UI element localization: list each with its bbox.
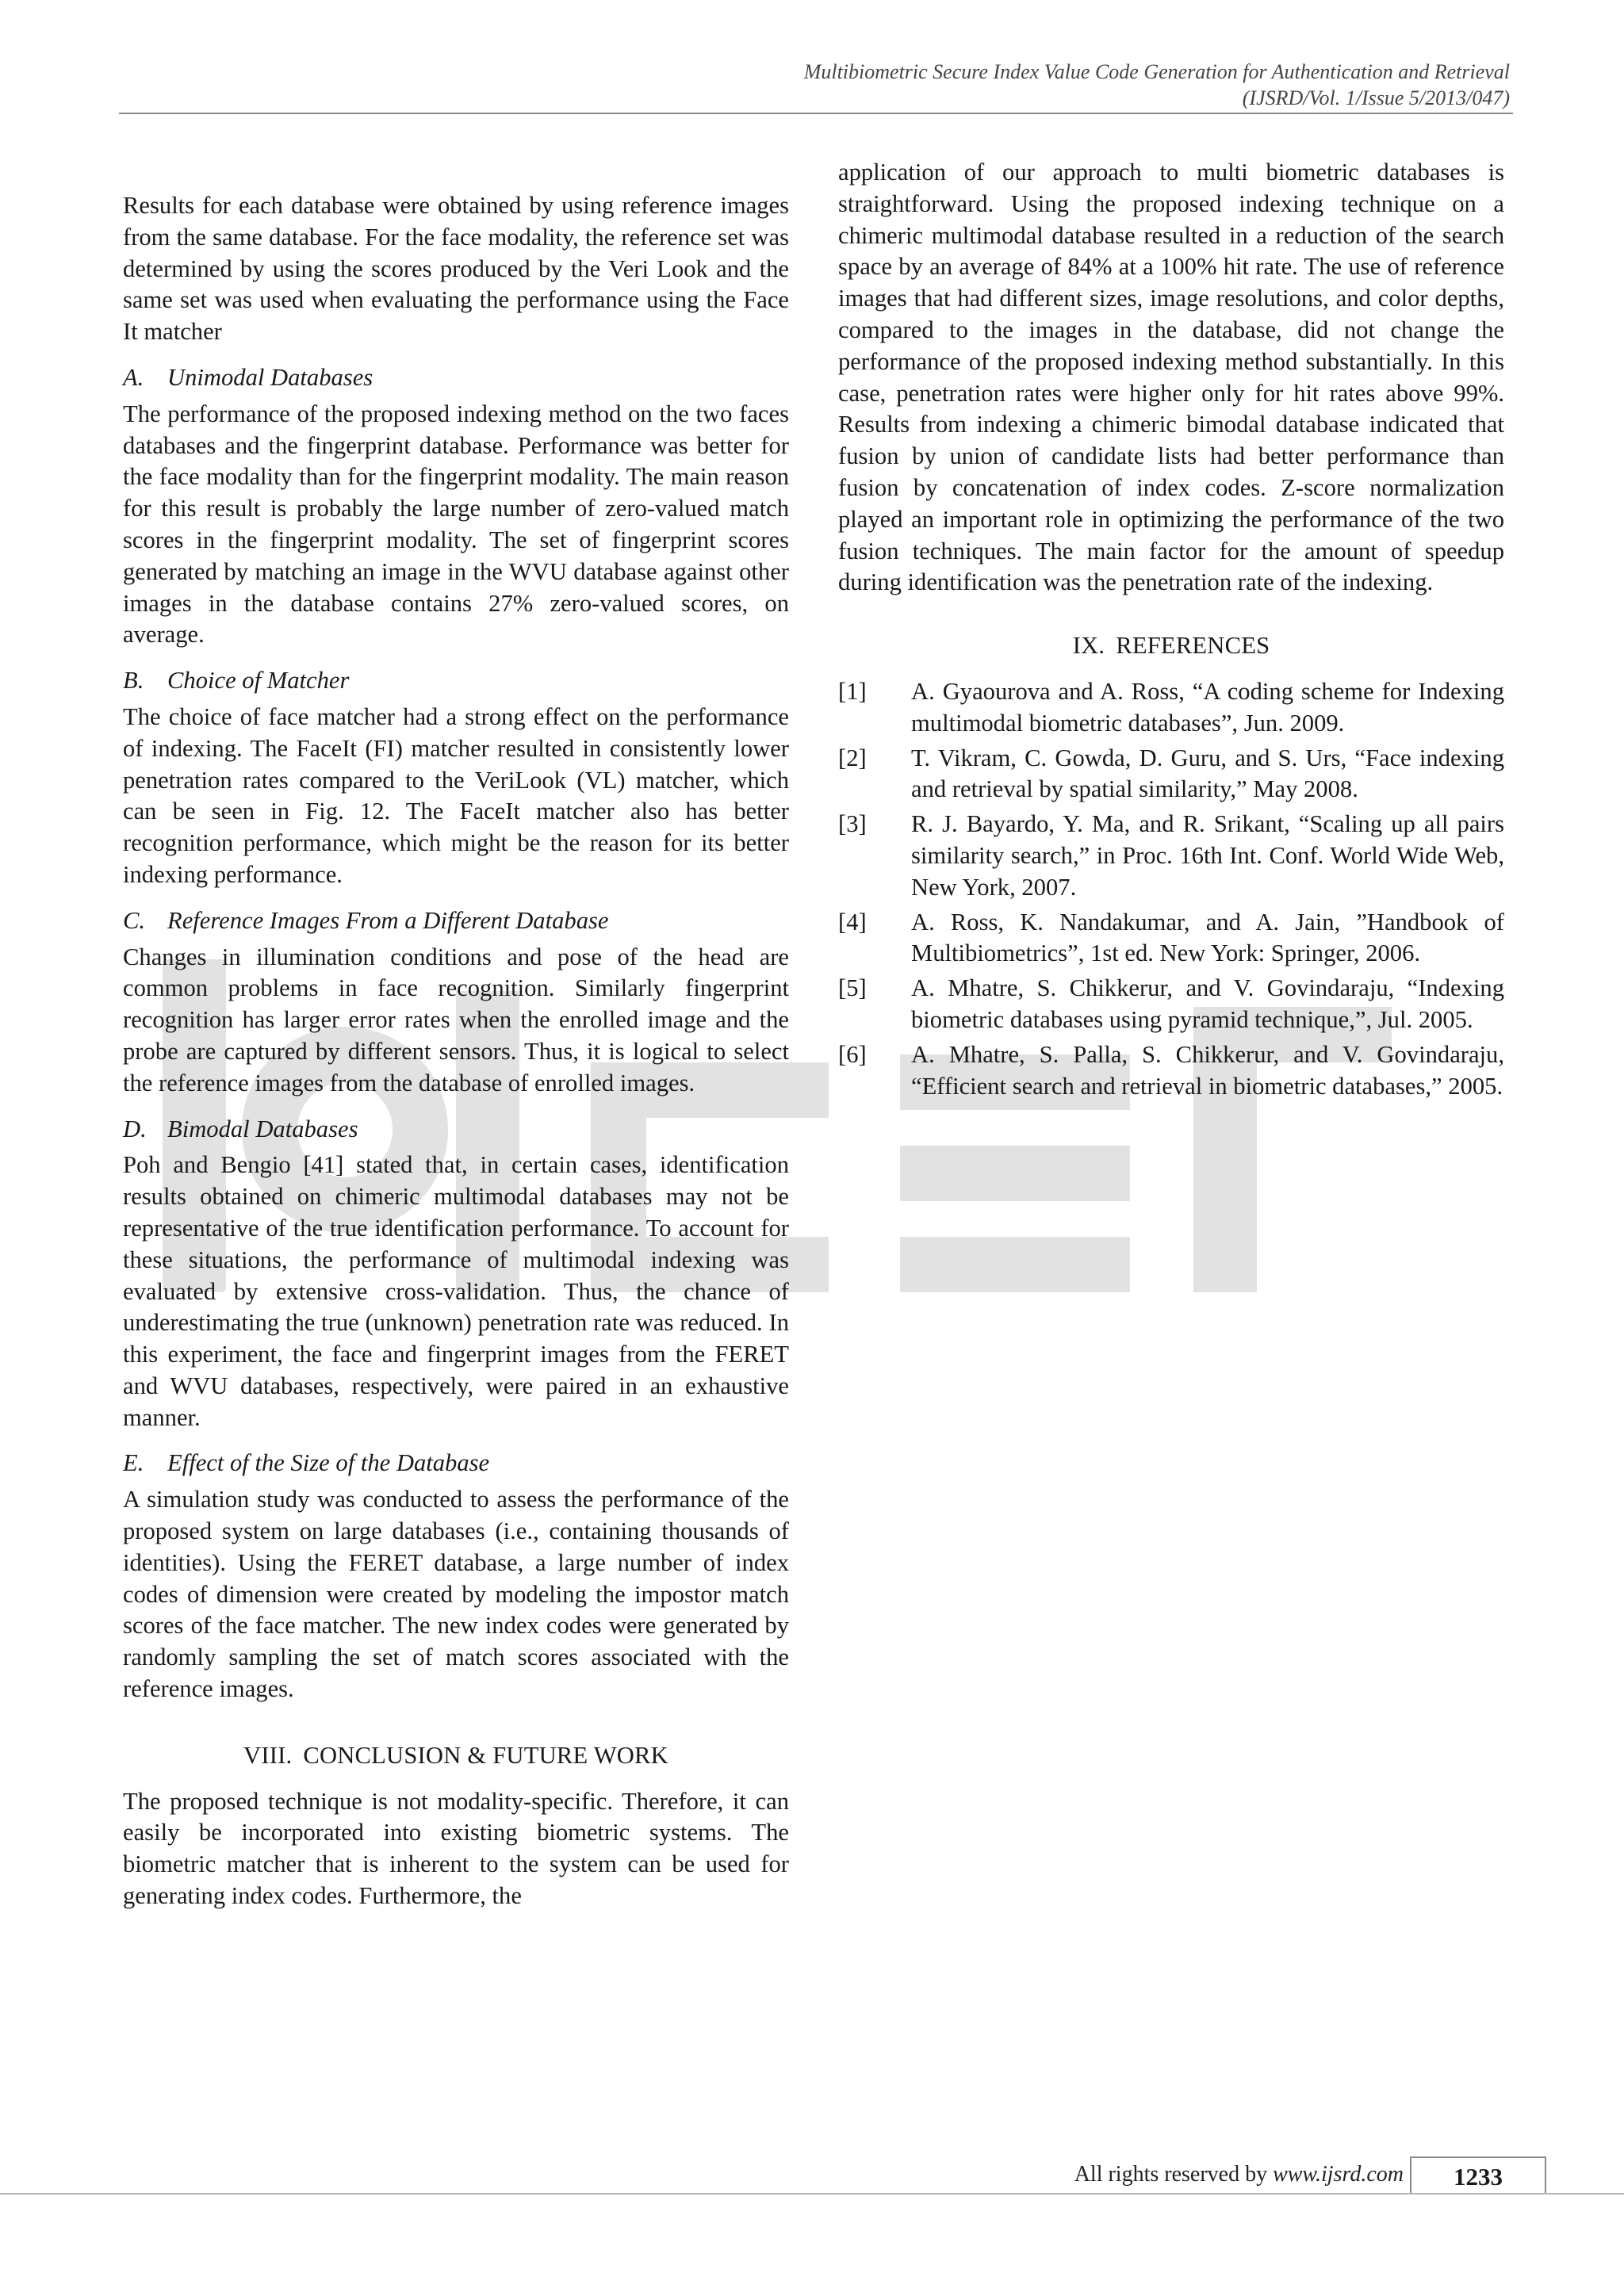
subsection-c-heading: C. Reference Images From a Different Database: [123, 906, 609, 934]
subsection-a-heading: A. Unimodal Databases: [123, 363, 373, 391]
reference-item: [2] T. Vikram, C. Gowda, D. Guru, and S. Urs, “Face indexing and retrieval by spatial similarity,” May 2008.: [838, 744, 1504, 803]
reference-item: [3] R. J. Bayardo, Y. Ma, and R. Srikant, “Scaling up all pairs similarity search,” in Proc. 16th Int. Conf. World Wide Web, New York, 2007.: [838, 810, 1504, 901]
reference-item: [6] A. Mhatre, S. Palla, S. Chikkerur, and V. Govindaraju, “Efficient search and retrieval in biometric databases,” 2005.: [838, 1040, 1504, 1100]
subsection-e-text: A simulation study was conducted to assess the performance of the proposed system on large databases (i.e., containing thousands of identities). Using the FERET database, a large number of index codes of dimension were created by modeling the impostor match scores of the face matcher. The new index codes were generated by randomly sampling the set of match scores associated with the reference images.: [123, 1486, 789, 1703]
subsection-d-heading: D. Bimodal Databases: [123, 1115, 358, 1142]
page-number: 1233: [1410, 2156, 1546, 2195]
subsection-b-heading: B. Choice of Matcher: [123, 667, 350, 695]
reference-list: [838, 676, 1504, 1102]
right-column: [838, 157, 1504, 1105]
references-heading: IX. REFERENCES: [1072, 632, 1270, 660]
conclusion-heading: VIII. CONCLUSION & FUTURE WORK: [243, 1741, 668, 1769]
intro-paragraph: Results for each database were obtained by using reference images from the same database. For the face modality, the reference set was determined by using the scores produced by the Veri Look and the same set was used when evaluating the performance using the Face It matcher: [123, 192, 789, 346]
conclusion-text: The proposed technique is not modality-specific. Therefore, it can easily be incorporated into existing biometric systems. The biometric matcher that is inherent to the system can be used for generating index codes. Furthermore, the: [123, 1787, 789, 1910]
left-column: [123, 190, 789, 1927]
running-header: [320, 59, 1510, 111]
subsection-c-text: Changes in illumination conditions and pose of the head are common problems in face recognition. Similarly fingerprint recognition has larger error rates when the enrolled image and the probe are captured by different sensors. Thus, it is logical to select the reference images from the database of enrolled images.: [123, 943, 789, 1096]
reference-item: [4] A. Ross, K. Nandakumar, and A. Jain, ”Handbook of Multibiometrics”, 1st ed. New York: Springer, 2006.: [838, 908, 1504, 967]
header-rule: [119, 113, 1513, 114]
reference-item: [5] A. Mhatre, S. Chikkerur, and V. Govindaraju, “Indexing biometric databases using pyramid technique,”, Jul. 2005.: [838, 974, 1504, 1033]
reference-item: [1] A. Gyaourova and A. Ross, “A coding scheme for Indexing multimodal biometric databases”, Jun. 2009.: [838, 677, 1504, 737]
subsection-b-text: The choice of face matcher had a strong effect on the performance of indexing. The FaceIt (FI) matcher resulted in consistently lower penetration rates compared to the VeriLook (VL) matcher, which can be seen in Fig. 12. The FaceIt matcher also has better recognition performance, which might be the reason for its better indexing performance.: [123, 702, 789, 888]
subsection-a-text: The performance of the proposed indexing method on the two faces databases and the fingerprint database. Performance was better for the face modality than for the fingerprint modality. The main reason for this result is probably the large number of zero-valued match scores in the fingerprint modality. The set of fingerprint scores generated by matching an image in the WVU database against other images in the database contains 27% zero-valued scores, on average.: [123, 400, 789, 649]
running-header-issue: (IJSRD/Vol. 1/Issue 5/2013/047): [1242, 86, 1510, 109]
footer-rule: [0, 2193, 1624, 2195]
subsection-d-text: Poh and Bengio [41] stated that, in certain cases, identification results obtained on chimeric multimodal databases may not be representative of the true identification performance. To account for these situations, the performance of multimodal indexing was evaluated by extensive cross-validation. Thus, the chance of underestimating the true (unknown) penetration rate was reduced. In this experiment, the face and fingerprint images from the FERET and WVU databases, respectively, were paired in an exhaustive manner.: [123, 1151, 789, 1431]
running-header-title: Multibiometric Secure Index Value Code Generation for Authentication and Retrieval: [803, 60, 1510, 83]
subsection-e-heading: E. Effect of the Size of the Database: [123, 1449, 490, 1477]
footer-rights: All rights reserved by www.ijsrd.com: [1074, 2162, 1404, 2187]
conclusion-continuation: application of our approach to multi biometric databases is straightforward. Using the proposed indexing technique on a chimeric multimodal database resulted in a reduction of the search space by an average of 84% at a 100% hit rate. The use of reference images that had different sizes, image resolutions, and color depths, compared to the images in the database, did not change the performance of the proposed indexing method substantially. In this case, penetration rates were higher only for hit rates above 99%. Results from indexing a chimeric bimodal database indicated that fusion by union of candidate lists had better performance than fusion by concatenation of index codes. Z-score normalization played an important role in optimizing the performance of the two fusion techniques. The main factor for the amount of speedup during identification was the penetration rate of the indexing.: [838, 159, 1504, 596]
footer-site-link[interactable]: www.ijsrd.com: [1273, 2162, 1404, 2187]
